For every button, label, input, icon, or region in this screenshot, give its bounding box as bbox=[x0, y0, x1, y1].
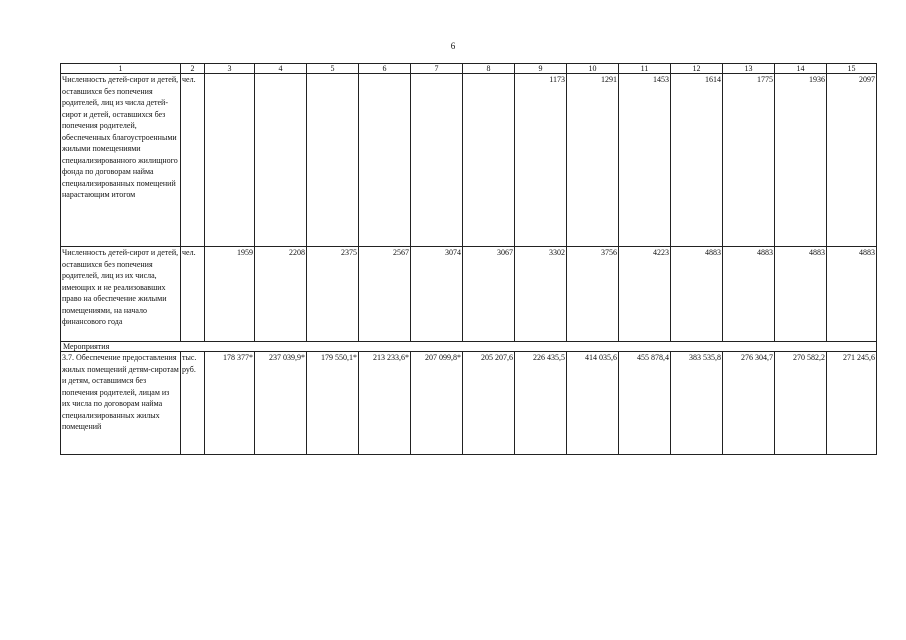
value-cell: 1936 bbox=[775, 74, 827, 247]
value-cell: 4223 bbox=[619, 247, 671, 342]
header-cell: 1 bbox=[61, 64, 181, 74]
value-cell bbox=[307, 74, 359, 247]
value-cell bbox=[255, 74, 307, 247]
value-cell bbox=[411, 74, 463, 247]
table-row bbox=[61, 74, 877, 247]
header-cell: 7 bbox=[411, 64, 463, 74]
header-cell: 14 bbox=[775, 64, 827, 74]
header-cell: 3 bbox=[205, 64, 255, 74]
value-cell: 414 035,6 bbox=[567, 352, 619, 455]
indicator-name: Численность детей-сирот и детей, оставшихся без попечения родителей, лиц из их числа, имеющих и не реализовавших право на обеспечение жилыми помещениями, на начало финансового года bbox=[62, 248, 179, 326]
table-row bbox=[61, 352, 877, 455]
table-row bbox=[61, 247, 877, 342]
header-cell: 6 bbox=[359, 64, 411, 74]
value-cell: 3067 bbox=[463, 247, 515, 342]
header-cell: 11 bbox=[619, 64, 671, 74]
value-cell bbox=[463, 74, 515, 247]
value-cell: 2208 bbox=[255, 247, 307, 342]
section-label: Мероприятия bbox=[61, 342, 877, 352]
value-cell: 383 535,8 bbox=[671, 352, 723, 455]
value-cell: 4883 bbox=[671, 247, 723, 342]
value-cell: 213 233,6* bbox=[359, 352, 411, 455]
value-cell: 455 878,4 bbox=[619, 352, 671, 455]
value-cell: 4883 bbox=[827, 247, 877, 342]
value-cell: 4883 bbox=[775, 247, 827, 342]
value-cell: 270 582,2 bbox=[775, 352, 827, 455]
value-cell: 2097 bbox=[827, 74, 877, 247]
header-cell: 8 bbox=[463, 64, 515, 74]
value-cell: 1173 bbox=[515, 74, 567, 247]
value-cell: 1959 bbox=[205, 247, 255, 342]
value-cell: 1775 bbox=[723, 74, 775, 247]
value-cell: 1614 bbox=[671, 74, 723, 247]
indicator-name-cell bbox=[61, 247, 181, 342]
header-cell: 13 bbox=[723, 64, 775, 74]
value-cell: 3756 bbox=[567, 247, 619, 342]
value-cell: 178 377* bbox=[205, 352, 255, 455]
unit-cell: чел. bbox=[181, 247, 205, 342]
value-cell: 237 039,9* bbox=[255, 352, 307, 455]
header-cell: 15 bbox=[827, 64, 877, 74]
value-cell: 4883 bbox=[723, 247, 775, 342]
value-cell: 207 099,8* bbox=[411, 352, 463, 455]
indicator-table bbox=[60, 63, 877, 455]
value-cell: 2567 bbox=[359, 247, 411, 342]
header-cell: 9 bbox=[515, 64, 567, 74]
value-cell: 2375 bbox=[307, 247, 359, 342]
header-row bbox=[61, 64, 877, 74]
value-cell: 3074 bbox=[411, 247, 463, 342]
measure-name: 3.7. Обеспечение предоставления жилых помещений детям-сиротам и детям, оставшимся без попечения родителей, лицам из их числа по договорам найма специализированных жилых помещений bbox=[61, 352, 181, 455]
value-cell: 179 550,1* bbox=[307, 352, 359, 455]
section-row bbox=[61, 342, 877, 352]
value-cell: 271 245,6 bbox=[827, 352, 877, 455]
value-cell: 205 207,6 bbox=[463, 352, 515, 455]
indicator-name: Численность детей-сирот и детей, оставшихся без попечения родителей, лиц из числа детей-сирот и детей, оставшихся без попечения родителей, обеспеченных благоустроенными жилыми помещениями специализированного жилищного фонда по договорам найма специализированных помещений нарастающим итогом bbox=[62, 75, 179, 199]
value-cell bbox=[359, 74, 411, 247]
value-cell: 276 304,7 bbox=[723, 352, 775, 455]
indicator-name-cell bbox=[61, 74, 181, 247]
header-cell: 5 bbox=[307, 64, 359, 74]
value-cell: 1453 bbox=[619, 74, 671, 247]
header-cell: 10 bbox=[567, 64, 619, 74]
unit-cell: чел. bbox=[181, 74, 205, 247]
header-cell: 2 bbox=[181, 64, 205, 74]
header-cell: 4 bbox=[255, 64, 307, 74]
header-cell: 12 bbox=[671, 64, 723, 74]
page-number: 6 bbox=[450, 41, 456, 51]
value-cell: 1291 bbox=[567, 74, 619, 247]
value-cell bbox=[205, 74, 255, 247]
value-cell: 3302 bbox=[515, 247, 567, 342]
value-cell: 226 435,5 bbox=[515, 352, 567, 455]
unit-cell: тыс. руб. bbox=[181, 352, 205, 455]
